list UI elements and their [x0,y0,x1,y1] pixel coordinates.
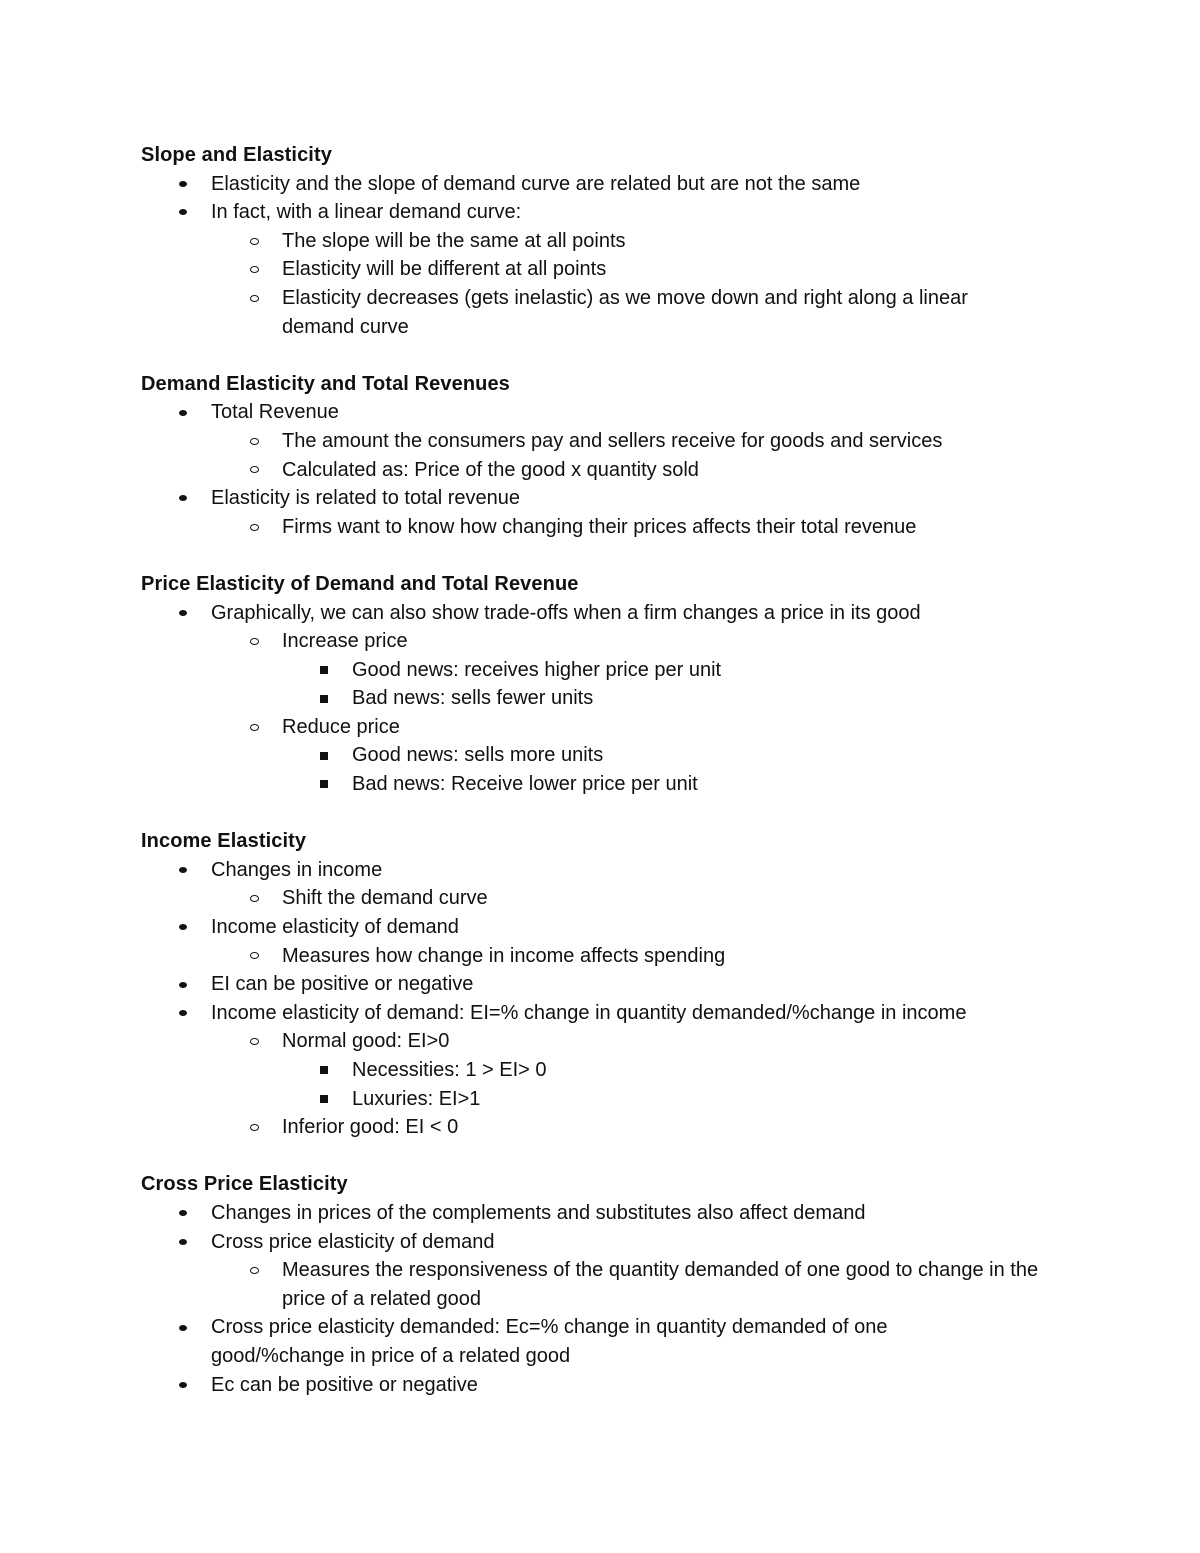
hollow-bullet-icon [247,427,261,456]
hollow-bullet-icon [247,713,261,742]
section-cross-price-elasticity [141,1170,1061,1399]
bullet-list [141,856,1061,1142]
list-item: Income elasticity of demand [141,913,1061,942]
list-item: Graphically, we can also show trade-offs when a firm changes a price in its good [141,599,1061,628]
list-item: EI can be positive or negative [141,970,1061,999]
list-item: Bad news: sells fewer units [141,684,1061,713]
filled-bullet-icon [176,999,190,1028]
list-item: Reduce price [141,713,1061,742]
list-item: Changes in prices of the complements and substitutes also affect demand [141,1199,1061,1228]
list-item: Elasticity is related to total revenue [141,484,1061,513]
hollow-bullet-icon [247,227,261,256]
list-item: Bad news: Receive lower price per unit [141,770,1061,799]
list-item: Measures the responsiveness of the quantity demanded of one good to change in the price of a related good [141,1256,1061,1313]
section-income-elasticity [141,827,1061,1142]
hollow-bullet-icon [247,513,261,542]
list-item: Measures how change in income affects spending [141,942,1061,971]
section-slope-and-elasticity [141,141,1061,341]
document-page [141,141,1061,1428]
list-item: Calculated as: Price of the good x quantity sold [141,456,1061,485]
hollow-bullet-icon [247,284,261,313]
list-item: Increase price [141,627,1061,656]
filled-bullet-icon [176,1371,190,1400]
square-bullet-icon [317,684,331,713]
list-item: Firms want to know how changing their prices affects their total revenue [141,513,1061,542]
list-item: Good news: receives higher price per unit [141,656,1061,685]
section-demand-elasticity-total-revenues [141,370,1061,542]
square-bullet-icon [317,1056,331,1085]
hollow-bullet-icon [247,1027,261,1056]
list-item: Elasticity will be different at all points [141,255,1061,284]
filled-bullet-icon [176,398,190,427]
list-item: Elasticity and the slope of demand curve are related but are not the same [141,170,1061,199]
square-bullet-icon [317,656,331,685]
filled-bullet-icon [176,198,190,227]
bullet-list [141,599,1061,799]
list-item: Good news: sells more units [141,741,1061,770]
section-heading: Price Elasticity of Demand and Total Revenue [141,572,579,595]
square-bullet-icon [317,1085,331,1114]
square-bullet-icon [317,770,331,799]
hollow-bullet-icon [247,255,261,284]
filled-bullet-icon [176,599,190,628]
hollow-bullet-icon [247,1113,261,1142]
list-item: Normal good: EI>0 [141,1027,1061,1056]
list-item: Luxuries: EI>1 [141,1085,1061,1114]
list-item: The amount the consumers pay and sellers receive for goods and services [141,427,1061,456]
bullet-list [141,170,1061,342]
list-item: The slope will be the same at all points [141,227,1061,256]
section-price-elasticity-total-revenue [141,570,1061,799]
list-item: Cross price elasticity of demand [141,1228,1061,1257]
filled-bullet-icon [176,484,190,513]
list-item: Necessities: 1 > EI> 0 [141,1056,1061,1085]
hollow-bullet-icon [247,942,261,971]
bullet-list [141,1199,1061,1399]
hollow-bullet-icon [247,1256,261,1285]
filled-bullet-icon [176,170,190,199]
filled-bullet-icon [176,913,190,942]
section-heading: Cross Price Elasticity [141,1173,348,1196]
list-item: Elasticity decreases (gets inelastic) as we move down and right along a linear demand curve [141,284,1061,341]
filled-bullet-icon [176,970,190,999]
list-item: Changes in income [141,856,1061,885]
bullet-list [141,398,1061,541]
list-item: In fact, with a linear demand curve: [141,198,1061,227]
filled-bullet-icon [176,1313,190,1342]
list-item: Total Revenue [141,398,1061,427]
filled-bullet-icon [176,856,190,885]
section-heading: Demand Elasticity and Total Revenues [141,372,510,395]
list-item: Inferior good: EI < 0 [141,1113,1061,1142]
filled-bullet-icon [176,1199,190,1228]
square-bullet-icon [317,741,331,770]
hollow-bullet-icon [247,884,261,913]
list-item: Income elasticity of demand: EI=% change in quantity demanded/%change in income [141,999,1061,1028]
section-heading: Slope and Elasticity [141,144,332,166]
list-item: Ec can be positive or negative [141,1371,1061,1400]
list-item: Shift the demand curve [141,884,1061,913]
hollow-bullet-icon [247,627,261,656]
hollow-bullet-icon [247,456,261,485]
filled-bullet-icon [176,1228,190,1257]
section-heading: Income Elasticity [141,830,307,853]
list-item: Cross price elasticity demanded: Ec=% change in quantity demanded of one good/%change in price of a related good [141,1313,1061,1370]
